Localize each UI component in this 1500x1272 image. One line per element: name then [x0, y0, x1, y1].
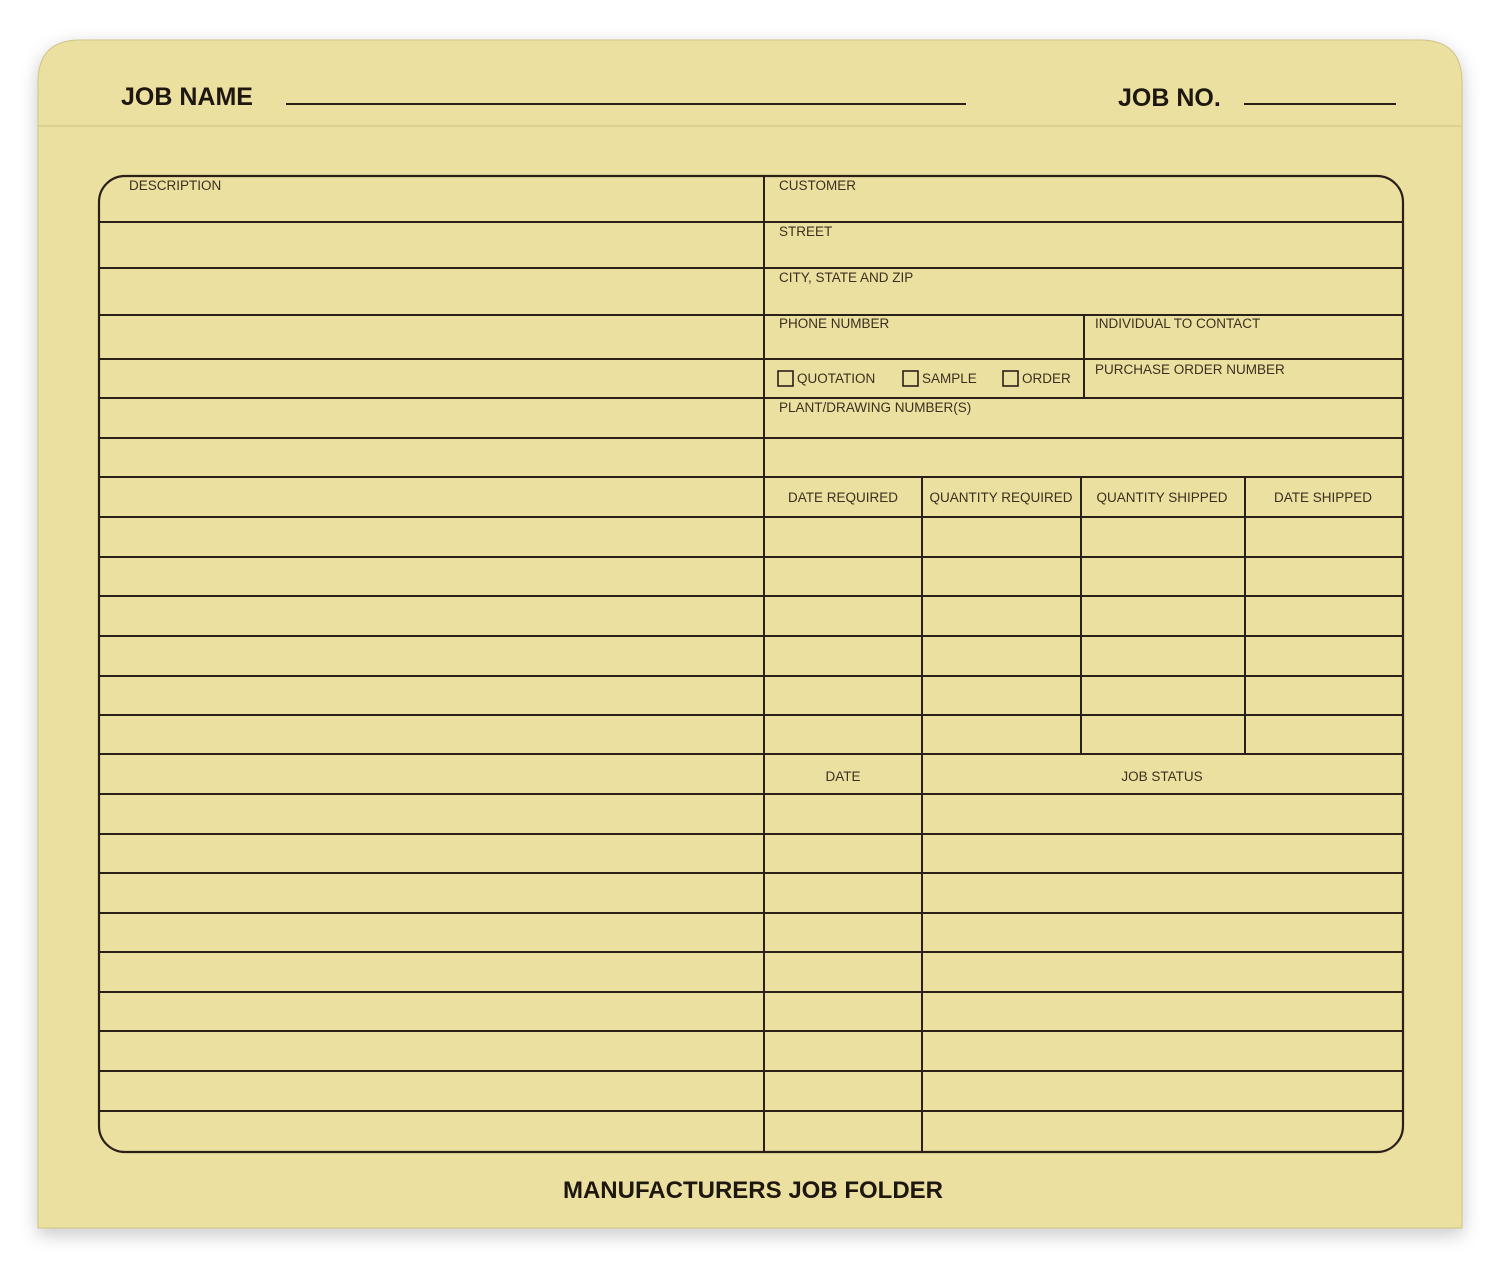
job-status-header: JOB STATUS [1121, 769, 1203, 784]
footer-title: MANUFACTURERS JOB FOLDER [562, 1177, 944, 1204]
city-state-zip-label: CITY, STATE AND ZIP [779, 270, 914, 285]
individual-to-contact-label: INDIVIDUAL TO CONTACT [1095, 316, 1261, 331]
customer-label: CUSTOMER [779, 178, 857, 193]
folder-paper [38, 40, 1462, 1228]
purchase-order-number-label: PURCHASE ORDER NUMBER [1095, 362, 1285, 377]
date-header: DATE [825, 769, 861, 784]
quantity-required-header: QUANTITY REQUIRED [929, 490, 1073, 505]
job-no-label: JOB NO. [1118, 84, 1221, 112]
job-name-label: JOB NAME [121, 83, 253, 111]
phone-number-label: PHONE NUMBER [779, 316, 890, 331]
street-label: STREET [779, 224, 833, 239]
sample-label: SAMPLE [922, 371, 977, 386]
date-required-header: DATE REQUIRED [787, 490, 899, 505]
date-shipped-header: DATE SHIPPED [1273, 490, 1373, 505]
description-label: DESCRIPTION [129, 178, 222, 193]
plant-drawing-numbers-label: PLANT/DRAWING NUMBER(S) [779, 400, 972, 415]
order-label: ORDER [1022, 371, 1071, 386]
quotation-label: QUOTATION [797, 371, 876, 386]
quantity-shipped-header: QUANTITY SHIPPED [1096, 490, 1228, 505]
